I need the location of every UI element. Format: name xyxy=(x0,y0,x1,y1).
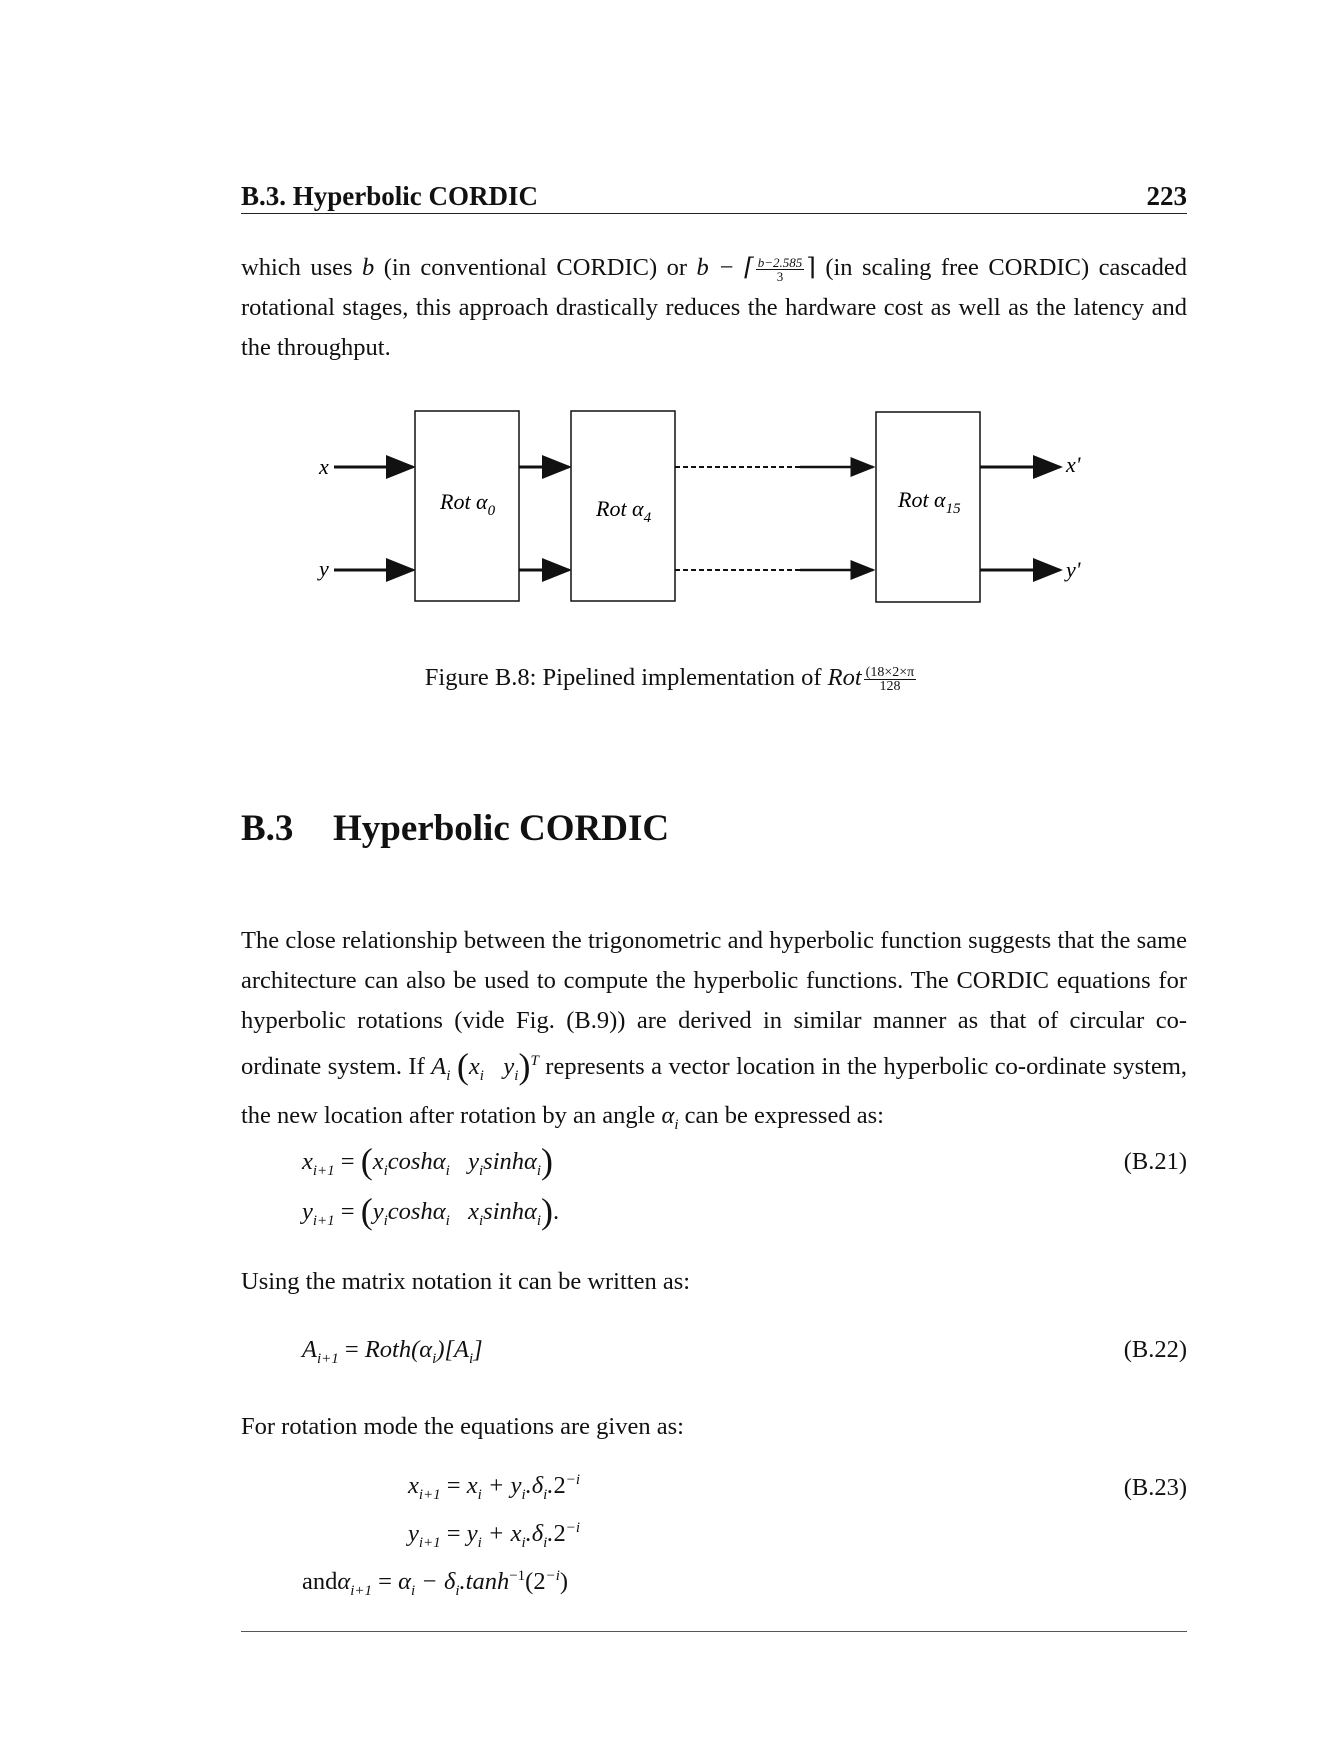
running-head xyxy=(241,181,1187,211)
caption-frac-den: 128 xyxy=(879,678,901,694)
eq-b21-line1: $x_{i+1} = (x_i\cosh\alpha_i$ $y_i\sinh\alpha_i$) xyxy=(302,1141,554,1181)
intro-b-minus: b − ⌈ xyxy=(696,254,754,281)
intro-ceil: ⌉ xyxy=(806,254,816,281)
para2-Ai: A xyxy=(431,1053,447,1081)
intro-paragraph xyxy=(241,248,1187,368)
para2-text-1: The close relationship between the trigonometric and hyperbolic function suggests that the same architecture can also be used to compute the hyperbolic functions. The CORDIC equations for hyperbolic rotations (vide Fig. (B.9)) are derived in similar manner as that of circular co-ordinate system. If xyxy=(241,927,1187,1081)
para2-text-2: represents a vector location in the hyperbolic co-ordinate system, the new location after rotation by an angle xyxy=(241,1053,1188,1130)
stage1-text: Rot α xyxy=(440,489,488,514)
intro-frac-den: 3 xyxy=(776,268,784,284)
header-rule xyxy=(241,213,1187,214)
eq-b21-label: (B.21) xyxy=(1123,1148,1187,1175)
intro-fraction xyxy=(756,256,805,283)
para2-text-3: can be expressed as: xyxy=(678,1102,884,1130)
hyperbolic-paragraph: The close relationship between the trigonometric and hyperbolic function suggests that the same architecture can also be used to compute the hyperbolic functions. The CORDIC equations for hyperbolic rotations (vide Fig. (B.9)) are derived in similar manner as that of circular co-ordinate system. If $A_i$ ($x_i$ $y_i)^T$ represents a vector location in the hyperbolic co-ordinate system, the new location after rotation by an angle $\alpha_i$ can be expressed as: xyxy=(241,927,1188,1133)
pipeline-figure xyxy=(300,400,1140,630)
caption-rot: Rot xyxy=(827,664,862,691)
eq-b22: $A_{i+1}$ = $Roth(\alpha_i)[A_i]$ xyxy=(302,1336,483,1367)
intro-text-3: (in scaling free CORDIC) cascaded rotational stages, this approach drastically reduces the hardware cost as well as the latency and the throughput. xyxy=(241,254,1187,361)
stage3-sub: 15 xyxy=(945,501,961,517)
stage2-sub: 4 xyxy=(643,510,652,526)
rotation-text: For rotation mode the equations are given as: xyxy=(241,1413,684,1440)
caption-fraction xyxy=(864,666,917,693)
para2-vector: ( xyxy=(456,1046,469,1087)
intro-frac-num: b−2.585 xyxy=(757,254,803,270)
figure-caption xyxy=(0,664,1343,693)
intro-b: b xyxy=(362,254,375,281)
input-x-label: x xyxy=(319,454,329,479)
header-title: B.3. Hyperbolic CORDIC xyxy=(241,181,538,211)
eq-b23-label: (B.23) xyxy=(1123,1474,1187,1501)
input-y-label: y xyxy=(319,556,329,581)
caption-text: Figure B.8: Pipelined implementation of xyxy=(424,664,828,691)
intro-text-1: which uses xyxy=(241,254,362,281)
eq-b23-line2: $y_{i+1} = y_i + x_i.\delta_i.2^{-i}$ xyxy=(408,1520,580,1552)
section-number: B.3 xyxy=(241,808,294,849)
page-number: 223 xyxy=(1146,181,1187,211)
eq-b23-line1: $x_{i+1} = x_i + y_i.\delta_i.2^{-i}$ xyxy=(408,1472,580,1504)
caption-frac-num: (18×2×π xyxy=(865,664,915,680)
stage2-text: Rot α xyxy=(596,496,644,521)
section-title: Hyperbolic CORDIC xyxy=(333,808,670,849)
output-y-label: y' xyxy=(1066,557,1081,582)
stage1-sub: 0 xyxy=(487,503,496,519)
matrix-text: Using the matrix notation it can be written as: xyxy=(241,1268,691,1295)
eq-b22-label: (B.22) xyxy=(1123,1336,1187,1363)
eq-b23-line3: $and\alpha_{i+1} = \alpha_i - \delta_i.\tanh^{-1}(2^{-i})$ xyxy=(302,1568,569,1600)
section-heading xyxy=(241,807,669,850)
output-x-label: x' xyxy=(1066,452,1081,477)
stage3-text: Rot α xyxy=(898,487,946,512)
intro-text-2: (in conventional CORDIC) or xyxy=(374,254,697,281)
footer-rule xyxy=(241,1631,1187,1632)
eq-b21-line2: $y_{i+1} = (y_i\cosh\alpha_i$ $x_i\sinh\alpha_i$). xyxy=(302,1191,560,1231)
